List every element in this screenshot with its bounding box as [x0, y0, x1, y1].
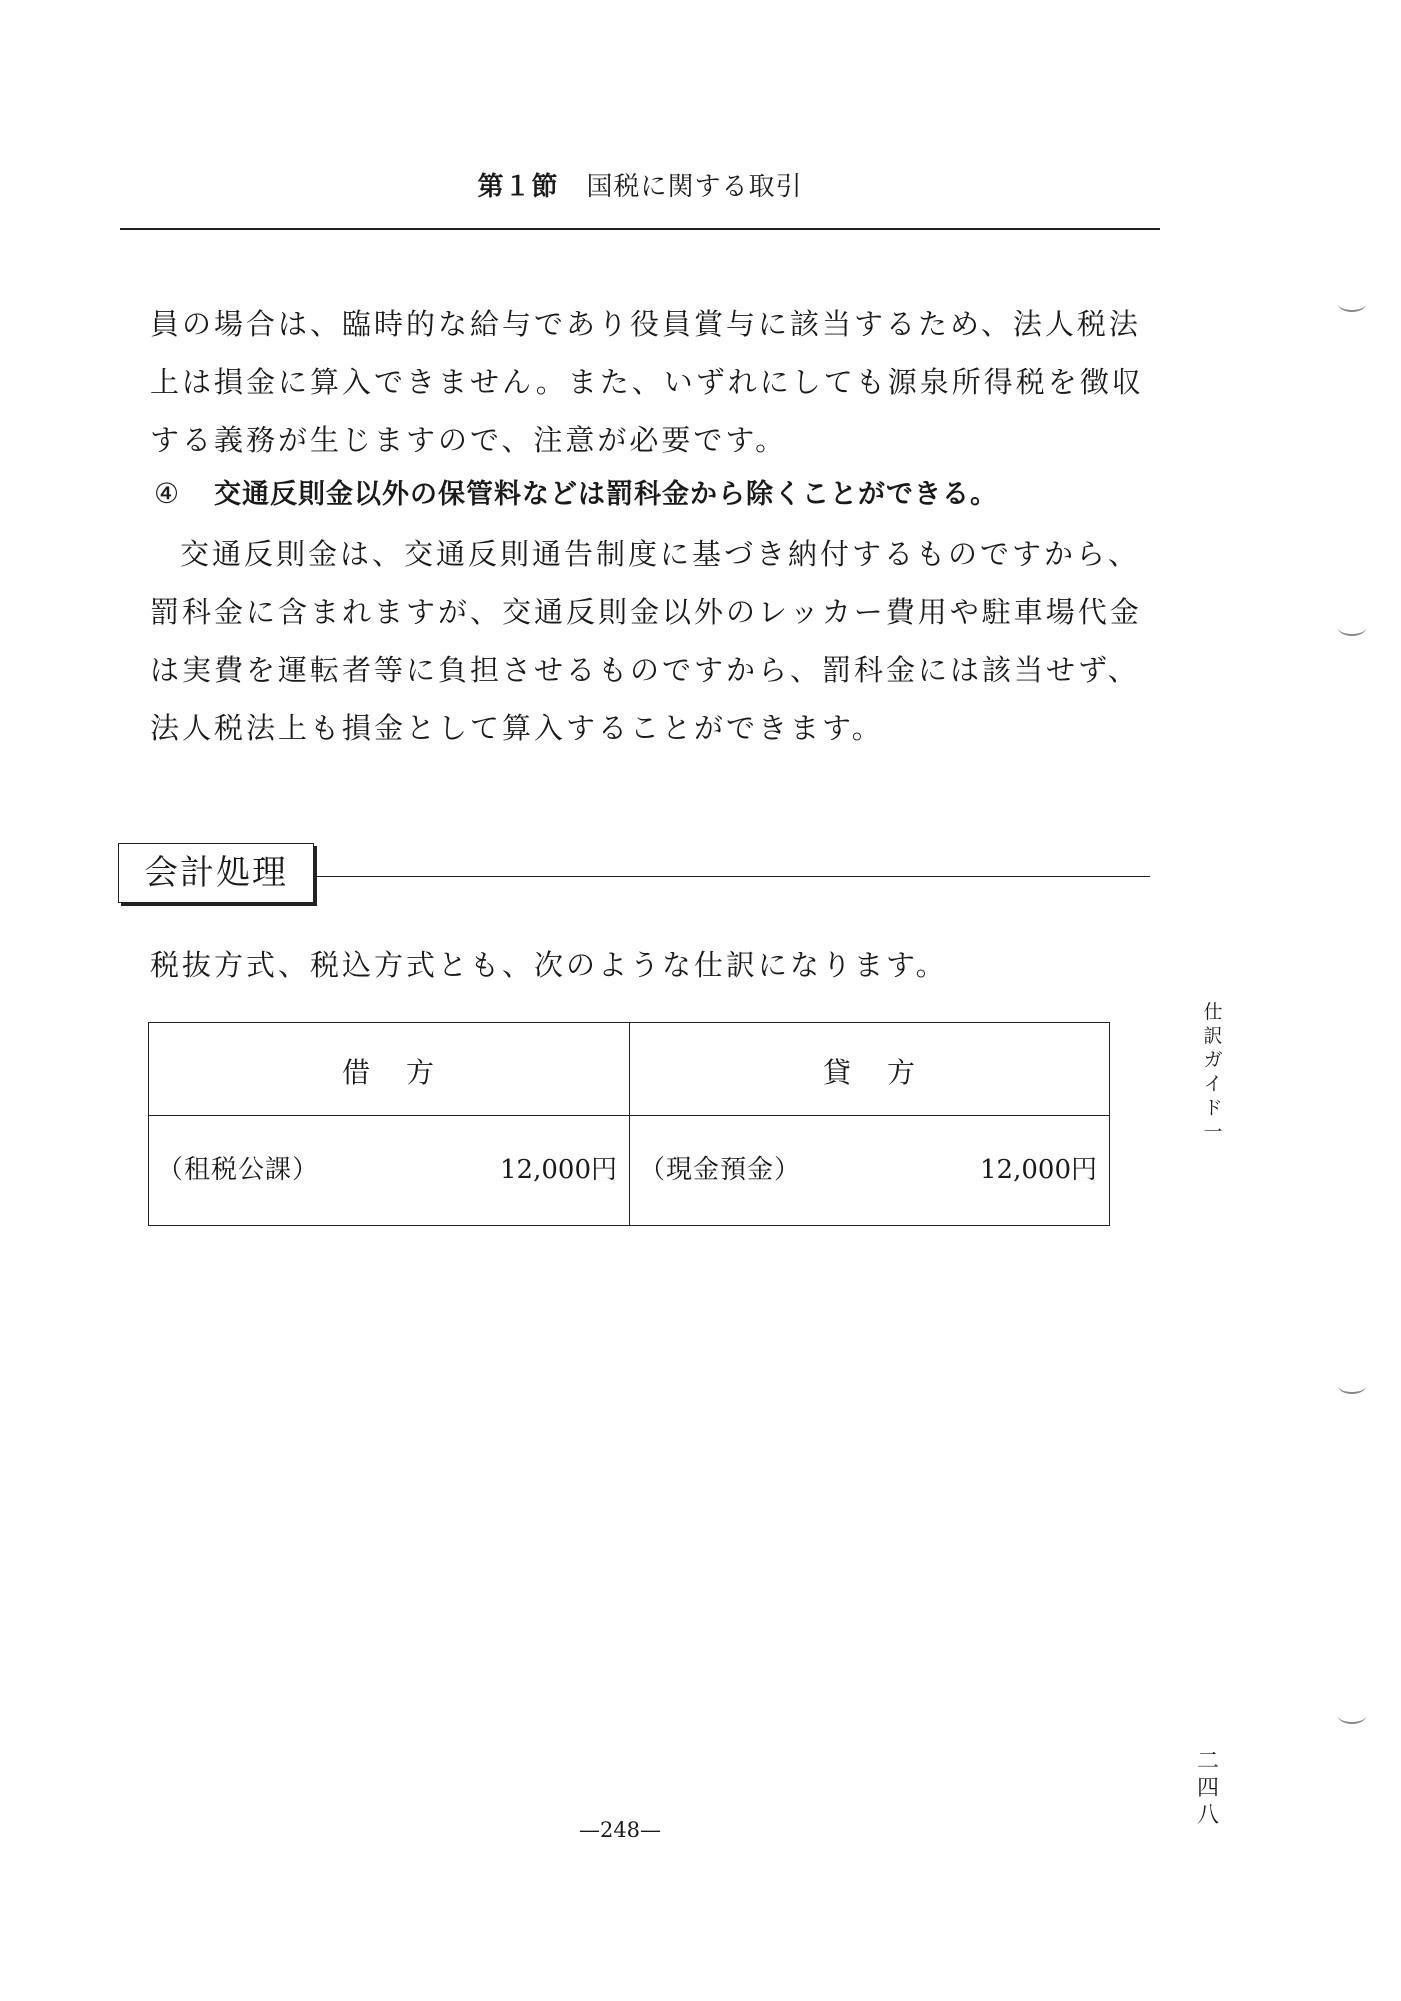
table-row-divider: [149, 1115, 1109, 1116]
page-number: —248—: [578, 1818, 662, 1842]
credit-header-char-1: 貸: [822, 1056, 853, 1089]
point-marker: ④: [154, 477, 181, 510]
accounting-intro: 税抜方式、税込方式とも、次のような仕訳になります。: [150, 948, 948, 982]
page-header: [120, 166, 1160, 203]
debit-amount: 12,000円: [500, 1155, 617, 1185]
binding-mark: [1338, 296, 1366, 312]
binding-mark: [1338, 620, 1366, 636]
debit-header-char-2: 方: [406, 1056, 437, 1089]
binding-mark: [1338, 1708, 1366, 1724]
margin-label: 仕訳ガイド一: [1203, 1001, 1223, 1143]
credit-amount: 12,000円: [980, 1155, 1097, 1185]
journal-entry-table: [148, 1022, 1110, 1226]
credit-header: [630, 1051, 1110, 1091]
header-divider: [120, 228, 1160, 230]
section-heading-rule: [316, 876, 1150, 877]
point-heading-4: [154, 465, 1164, 524]
margin-page-kanji: 二四八: [1196, 1749, 1219, 1828]
credit-header-char-2: 方: [887, 1056, 918, 1089]
paragraph-traffic-fine: 交通反則金は、交通反則通告制度に基づき納付するものですから、罰科金に含まれますが、交通反則金以外のレッカー費用や駐車場代金は実費を運転者等に負担させるものですから、罰科金には該当せず、法人税法上も損金として算入することができます。: [150, 537, 1142, 745]
debit-header-char-1: 借: [341, 1056, 372, 1089]
section-title: 国税に関する取引: [586, 172, 803, 202]
point-heading-text: 交通反則金以外の保管料などは罰科金から除くことができる。: [214, 479, 998, 510]
debit-header: [149, 1051, 629, 1091]
credit-account: （現金預金）: [639, 1155, 802, 1185]
binding-mark: [1338, 1378, 1366, 1394]
debit-account: （租税公課）: [157, 1155, 320, 1185]
section-heading-accounting: 会計処理: [118, 843, 314, 903]
paragraph-continuation: 員の場合は、臨時的な給与であり役員賞与に該当するため、法人税法上は損金に算入できません。また、いずれにしても源泉所得税を徴収する義務が生じますので、注意が必要です。: [150, 307, 1144, 457]
section-number: 第１節: [477, 172, 559, 202]
